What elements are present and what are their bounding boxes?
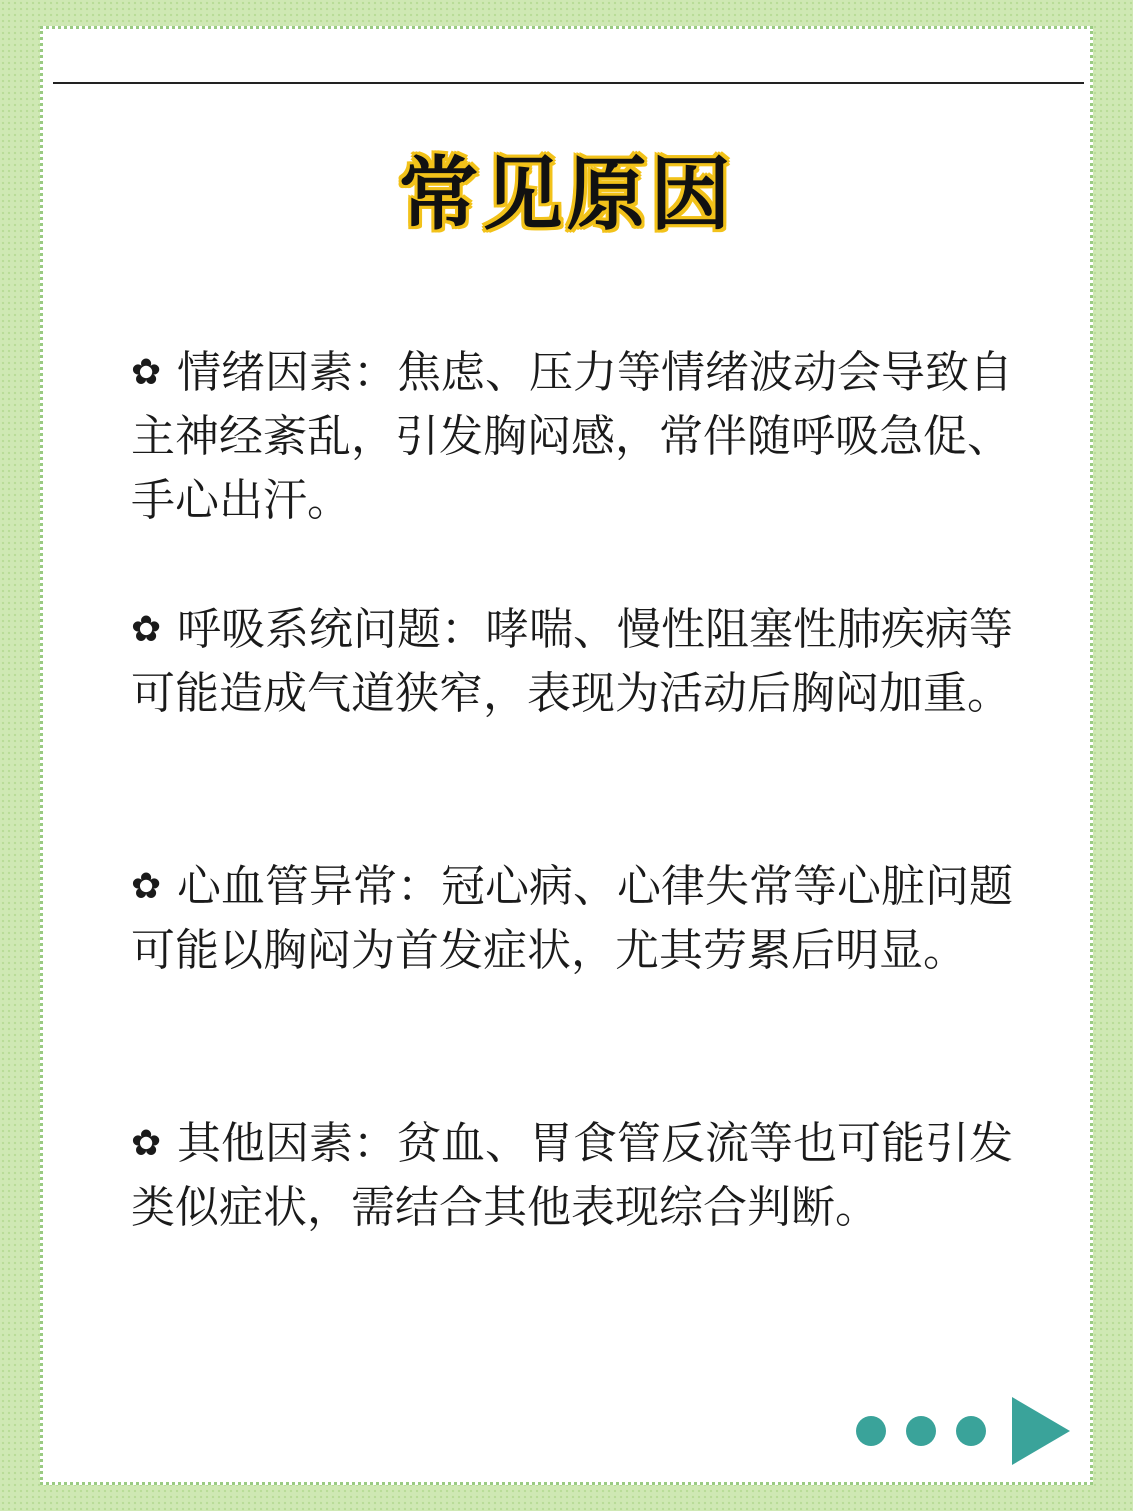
reason-item: [131, 1112, 1031, 1240]
reason-item: [131, 855, 1031, 983]
flower-icon: ✿: [131, 1123, 162, 1164]
content-card: [40, 26, 1093, 1485]
page-title: 常见原因: [398, 148, 735, 241]
flower-icon: ✿: [131, 866, 162, 907]
reason-item: [131, 341, 1031, 533]
page-dot: [956, 1416, 986, 1446]
page-dot: [856, 1416, 886, 1446]
reason-text: 呼吸系统问题：哮喘、慢性阻塞性肺疾病等可能造成气道狭窄，表现为活动后胸闷加重。: [131, 604, 1013, 719]
flower-icon: ✿: [131, 352, 162, 393]
pagination-indicator: [856, 1396, 1070, 1466]
reason-text: 情绪因素：焦虑、压力等情绪波动会导致自主神经紊乱，引发胸闷感，常伴随呼吸急促、手心出汗。: [131, 347, 1013, 526]
flower-icon: ✿: [131, 609, 162, 650]
reason-item: [131, 598, 1031, 726]
next-arrow-icon[interactable]: [1012, 1397, 1070, 1465]
divider-line: [53, 82, 1084, 84]
reason-text: 心血管异常：冠心病、心律失常等心脏问题可能以胸闷为首发症状，尤其劳累后明显。: [131, 861, 1013, 976]
page-dot: [906, 1416, 936, 1446]
reason-text: 其他因素：贫血、胃食管反流等也可能引发类似症状，需结合其他表现综合判断。: [131, 1118, 1013, 1233]
